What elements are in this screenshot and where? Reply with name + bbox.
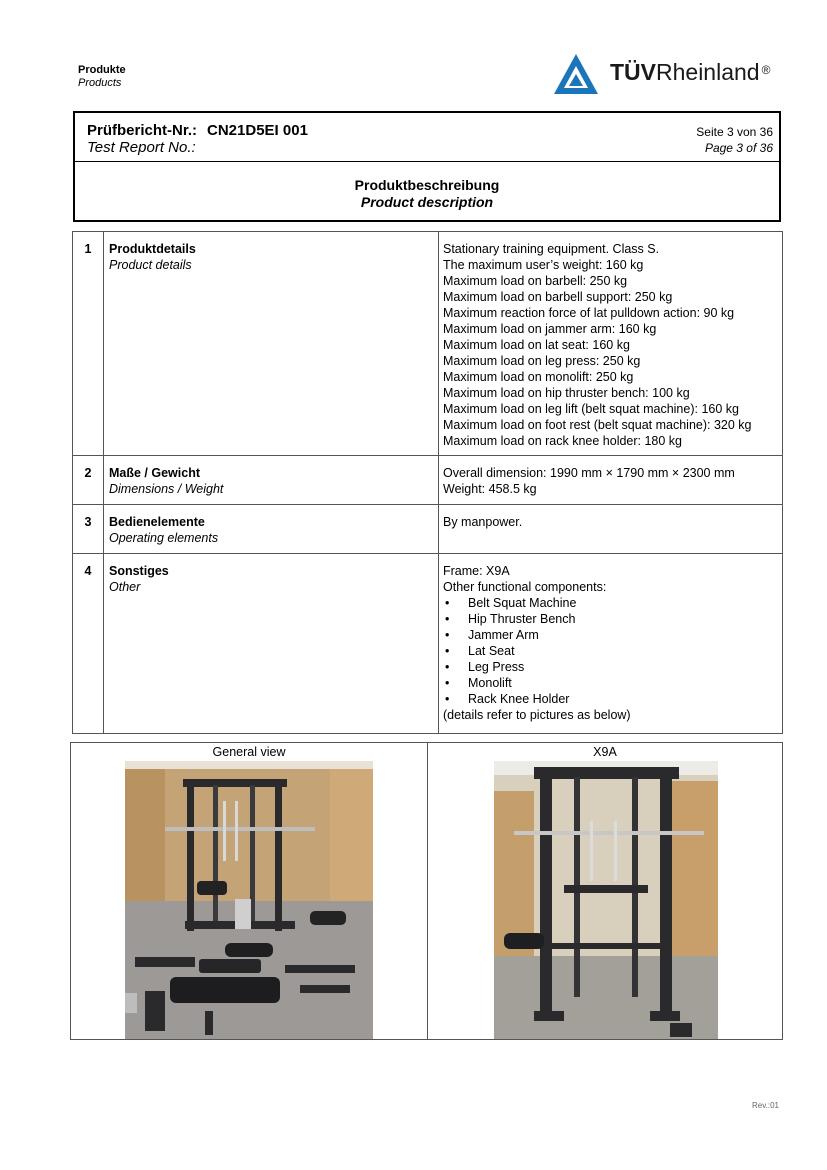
detail-line: The maximum user’s weight: 160 kg — [443, 258, 644, 272]
row-value — [439, 554, 783, 734]
row-label-en: Product details — [109, 258, 192, 272]
row-label — [104, 554, 439, 734]
detail-line: Maximum load on barbell: 250 kg — [443, 274, 628, 288]
row-label-de: Produktdetails — [109, 242, 196, 256]
table-row — [73, 554, 783, 734]
tuv-rheinland-logo — [552, 52, 782, 96]
logo-tuv: TÜV — [610, 59, 656, 85]
products-label-de: Produkte — [78, 64, 126, 76]
products-header — [78, 64, 126, 90]
detail-line: Maximum load on foot rest (belt squat machine): 320 kg — [443, 418, 752, 432]
detail-line: Maximum reaction force of lat pulldown action: 90 kg — [443, 306, 735, 320]
row-value — [439, 505, 783, 554]
list-item: • Monolift — [443, 675, 778, 691]
detail-line: Maximum load on barbell support: 250 kg — [443, 290, 673, 304]
photos-table — [70, 742, 783, 1040]
list-item: • Leg Press — [443, 659, 778, 675]
row-label — [104, 232, 439, 456]
row-label-de: Maße / Gewicht — [109, 466, 200, 480]
tuv-triangle-icon — [552, 52, 600, 96]
row-value — [439, 232, 783, 456]
page-number-de: Seite 3 von 36 — [696, 125, 773, 139]
report-label-de: Prüfbericht-Nr.: — [87, 122, 198, 139]
products-label-en: Products — [78, 77, 122, 89]
detail-line: Maximum load on leg lift (belt squat machine): 160 kg — [443, 402, 739, 416]
components-list — [443, 595, 778, 707]
logo-registered: ® — [761, 63, 771, 77]
revision-label: Rev.:01 — [752, 1101, 779, 1110]
detail-line: Maximum load on leg press: 250 kg — [443, 354, 641, 368]
row-number: 2 — [73, 456, 104, 505]
logo-rheinland: Rheinland — [656, 59, 760, 85]
detail-line: Maximum load on jammer arm: 160 kg — [443, 322, 657, 336]
table-row — [73, 505, 783, 554]
table-row — [73, 456, 783, 505]
list-item: • Belt Squat Machine — [443, 595, 778, 611]
detail-line: Stationary training equipment. Class S. — [443, 242, 660, 256]
detail-line: Maximum load on lat seat: 160 kg — [443, 338, 630, 352]
section-title — [75, 177, 779, 211]
table-row — [73, 232, 783, 456]
row-label-en: Other — [109, 580, 141, 594]
row-label-en: Operating elements — [109, 531, 219, 545]
list-item: • Lat Seat — [443, 643, 778, 659]
general-view-photo — [125, 761, 373, 1039]
x9a-caption: X9A — [593, 745, 617, 759]
general-view-caption: General view — [212, 745, 286, 759]
details-note: (details refer to pictures as below) — [443, 708, 631, 722]
report-number: CN21D5EI 001 — [207, 122, 308, 139]
detail-line: Overall dimension: 1990 mm × 1790 mm × 2300 mm — [443, 466, 735, 480]
frame-line: Frame: X9A — [443, 564, 510, 578]
page-number-en: Page 3 of 36 — [704, 141, 773, 155]
row-number: 3 — [73, 505, 104, 554]
logo-wordmark — [610, 58, 770, 86]
row-label-de: Sonstiges — [109, 564, 169, 578]
detail-line: Maximum load on hip thruster bench: 100 kg — [443, 386, 690, 400]
row-label — [104, 505, 439, 554]
list-item: • Rack Knee Holder — [443, 691, 778, 707]
report-header-box — [73, 111, 781, 222]
row-label — [104, 456, 439, 505]
detail-line: Weight: 458.5 kg — [443, 482, 537, 496]
row-number: 1 — [73, 232, 104, 456]
row-label-en: Dimensions / Weight — [109, 482, 224, 496]
detail-line: Maximum load on monolift: 250 kg — [443, 370, 634, 384]
row-number: 4 — [73, 554, 104, 734]
product-details-table — [72, 231, 783, 734]
report-number-row — [75, 113, 779, 162]
report-label-en: Test Report No.: — [87, 139, 196, 156]
x9a-photo — [494, 761, 718, 1039]
detail-line: By manpower. — [443, 515, 523, 529]
list-item: • Jammer Arm — [443, 627, 778, 643]
row-value — [439, 456, 783, 505]
detail-line: Maximum load on rack knee holder: 180 kg — [443, 434, 683, 448]
section-title-en: Product description — [360, 194, 494, 210]
row-label-de: Bedienelemente — [109, 515, 205, 529]
section-title-de: Produktbeschreibung — [354, 177, 500, 193]
photo-divider — [427, 743, 428, 1039]
components-intro: Other functional components: — [443, 580, 607, 594]
list-item: • Hip Thruster Bench — [443, 611, 778, 627]
report-number-label — [87, 122, 308, 139]
